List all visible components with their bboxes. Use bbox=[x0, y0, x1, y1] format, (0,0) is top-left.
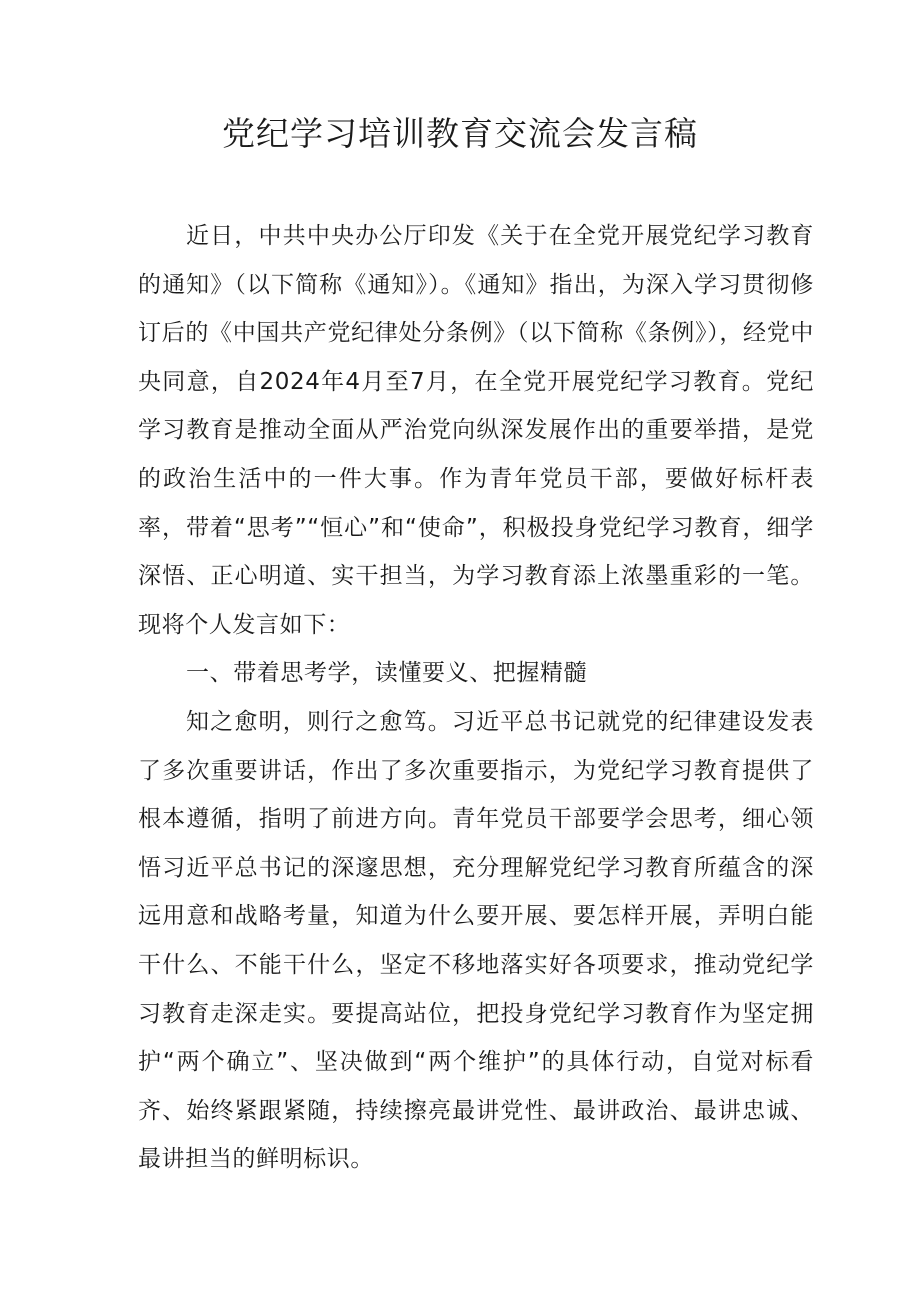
document-body bbox=[138, 212, 814, 1184]
document-title: 党纪学习培训教育交流会发言稿 bbox=[222, 114, 698, 153]
section-paragraph: 知之愈明，则行之愈笃。习近平总书记就党的纪律建设发表了多次重要讲话，作出了多次重要指示，为党纪学习教育提供了根本遵循，指明了前进方向。青年党员干部要学会思考，细心领悟习近平总书记的深邃思想，充分理解党纪学习教育所蕴含的深远用意和战略考量，知道为什么要开展、要怎样开展，弄明白能干什么、不能干什么，坚定不移地落实好各项要求，推动党纪学习教育走深走实。要提高站位，把投身党纪学习教育作为坚定拥护“两个确立”、坚决做到“两个维护”的具体行动，自觉对标看齐、始终紧跟紧随，持续擦亮最讲党性、最讲政治、最讲忠诚、最讲担当的鲜明标识。 bbox=[138, 708, 814, 1173]
intro-paragraph: 近日，中共中央办公厅印发《关于在全党开展党纪学习教育的通知》（以下简称《通知》）。《通知》指出，为深入学习贯彻修订后的《中国共产党纪律处分条例》（以下简称《条例》），经党中央同意，自2024年4月至7月，在全党开展党纪学习教育。党纪学习教育是推动全面从严治党向纵深发展作出的重要举措，是党的政治生活中的一件大事。作为青年党员干部，要做好标杆表率，带着“思考”“恒心”和“使命”，积极投身党纪学习教育，细学深悟、正心明道、实干担当，为学习教育添上浓墨重彩的一笔。现将个人发言如下： bbox=[138, 223, 814, 638]
section-heading: 一、带着思考学，读懂要义、把握精髓 bbox=[186, 660, 588, 687]
